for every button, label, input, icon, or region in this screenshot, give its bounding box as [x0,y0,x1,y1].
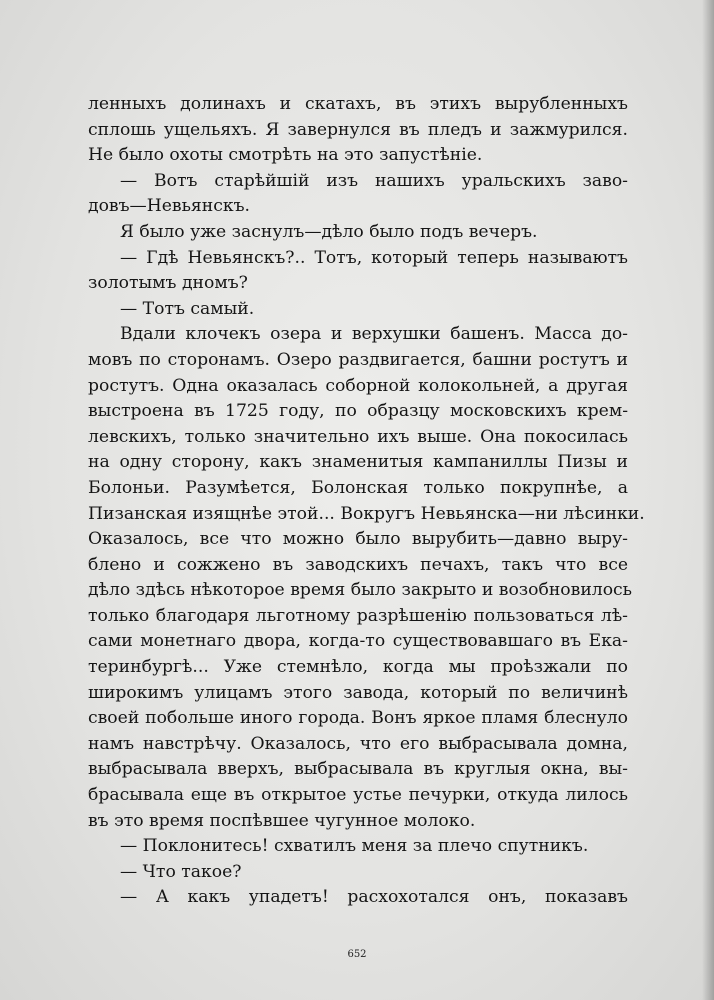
text-line: въ это время поспѣвшее чугунное молоко. [88,810,476,831]
text-line: теринбургѣ... Уже стемнѣло, когда мы проѣзжали по [88,657,628,678]
text-line: Болоньи. Разумѣется, Болонская только покрупнѣе, а [88,477,628,498]
text-line: широкимъ улицамъ этого завода, который по величинѣ [88,682,628,703]
text-line: — Поклонитесь! схватилъ меня за плечо спутникъ. [120,836,589,857]
text-line: мовъ по сторонамъ. Озеро раздвигается, башни ростутъ и [88,349,628,370]
text-line: золотымъ дномъ? [88,273,248,294]
text-line: Не было охоты смотрѣть на это запустѣніе. [88,145,483,166]
text-line: — А какъ упадетъ! расхохотался онъ, показавъ [120,887,628,908]
text-line: — Гдѣ Невьянскъ?.. Тотъ, который теперь называютъ [120,247,628,268]
text-line: намъ навстрѣчу. Оказалось, что его выбрасывала домна, [88,733,628,754]
text-line: сплошь ущельяхъ. Я завернулся въ пледъ и зажмурился. [88,119,628,140]
text-line: Я было уже заснулъ—дѣло было подъ вечеръ. [120,221,538,242]
text-line: выбрасывала вверхъ, выбрасывала въ круглыя окна, вы- [88,759,628,780]
body-text [88,92,645,911]
text-line: дѣло здѣсь нѣкоторое время было закрыто и возобновилось [88,580,633,601]
text-line: выстроена въ 1725 году, по образцу московскихъ крем- [88,401,628,422]
page-number: 652 [347,949,367,960]
text-line: — Вотъ старѣйшій изъ нашихъ уральскихъ заво- [120,170,628,191]
text-line: — Что такое? [120,861,242,882]
text-line: довъ—Невьянскъ. [88,196,250,217]
text-line: Вдали клочекъ озера и верхушки башенъ. Масса до- [120,324,628,345]
text-line: ленныхъ долинахъ и скатахъ, въ этихъ вырубленныхъ [88,94,628,114]
text-line: блено и сожжено въ заводскихъ печахъ, такъ что все [88,554,628,575]
text-line: Пизанская изящнѣе этой... Вокругъ Невьянска—ни лѣсинки. [88,503,645,524]
text-line: Оказалось, все что можно было вырубить—давно выру- [88,529,628,550]
text-line: своей побольше иного города. Вонъ яркое пламя блеснуло [88,708,628,729]
text-line: — Тотъ самый. [120,298,255,319]
text-line: ростутъ. Одна оказалась соборной колокольней, а другая [88,375,628,396]
text-line: на одну сторону, какъ знаменитыя кампаниллы Пизы и [88,452,628,473]
text-line: левскихъ, только значительно ихъ выше. Она покосилась [88,426,628,447]
text-line: только благодаря льготному разрѣшенію пользоваться лѣ- [88,605,628,626]
text-line: сами монетнаго двора, когда-то существовавшаго въ Ека- [88,631,628,652]
text-line: брасывала еще въ открытое устье печурки, откуда лилось [88,785,628,806]
